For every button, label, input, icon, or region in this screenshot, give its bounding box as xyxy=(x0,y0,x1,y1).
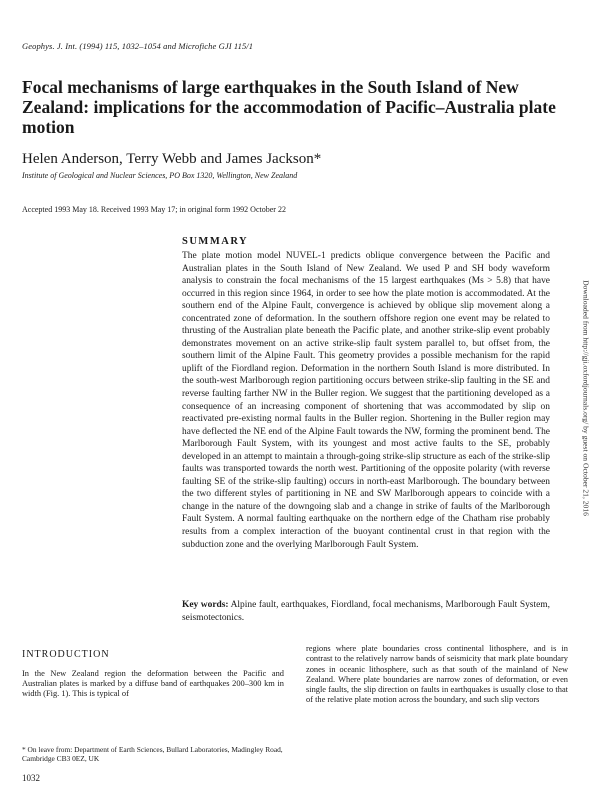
summary-heading: SUMMARY xyxy=(182,236,249,247)
footnote: * On leave from: Department of Earth Sciences, Bullard Laboratories, Madingley Road, Cambridge CB3 0EZ, UK xyxy=(22,745,283,764)
keywords xyxy=(182,599,550,624)
affiliation: Institute of Geological and Nuclear Sciences, PO Box 1320, Wellington, New Zealand xyxy=(22,171,298,180)
download-sidebar-note xyxy=(580,248,591,548)
keywords-label: Key words: xyxy=(182,600,229,610)
introduction-right-column: regions where plate boundaries cross continental lithosphere, and is in contrast to the relatively narrow bands of seismicity that mark plate boundary zones in oceanic lithosphere, such as that south of the mainland of New Zealand. Where plate boundaries are narrow zones of deformation, or even single faults, the slip direction on faults in earthquakes is usually close to that of the relative plate motion across the boundary, and such slip vectors xyxy=(306,644,568,705)
received-accepted-dates: Accepted 1993 May 18. Received 1993 May 17; in original form 1992 October 22 xyxy=(22,205,286,214)
introduction-left-column: In the New Zealand region the deformation between the Pacific and Australian plates is marked by a diffuse band of earthquakes 200–300 km in width (Fig. 1). This is typical of xyxy=(22,669,284,699)
author-list: Helen Anderson, Terry Webb and James Jackson* xyxy=(22,151,322,167)
keywords-text: Alpine fault, earthquakes, Fiordland, focal mechanisms, Marlborough Fault System, seismotectonics. xyxy=(182,600,550,623)
download-sidebar-text: Downloaded from http://gji.oxfordjournals.org/ by guest on October 21, 2016 xyxy=(581,280,590,516)
summary-text: The plate motion model NUVEL-1 predicts oblique convergence between the Pacific and Australian plates in the South Island of New Zealand. We used P and SH body waveform analysis to constrain the focal mechanisms of the 15 largest earthquakes (Ms > 5.8) that have occurred in this region since 1964, in order to see how the plate motion is accommodated. At the southern end of the Alpine Fault, convergence is achieved by oblique slip movement along a concentrated zone of deformation. In the southern offshore region one event may be related to thrusting of the Australian plate beneath the Pacific plate, and another strike-slip event probably demonstrates movement on an active strike-slip fault system parallel to, but offset from, the southern limit of the Alpine Fault. This geometry provides a possible mechanism for the rapid uplift of the Fiordland region. Deformation in the northern South Island is more distributed. In the south-west Marlborough region partitioning occurs between strike-slip faulting in the SE and reverse faulting farther NW in the Buller region. We suggest that the partitioning developed as a consequence of an increasing component of shortening that was accommodated by slip on reactivated pre-existing normal faults in the Buller region. Shortening in the Buller region may have deflected the NE end of the Alpine Fault towards the NW, forming the prominent bend. The Marlborough Fault System, with its youngest and most active faults to the SE, probably developed in an attempt to maintain a through-going strike-slip structure as each of the strike-slip faults was transported towards the north west. Partitioning of the opposite polarity (with reverse faulting SE of the strike-slip faulting) occurs in north-east Marlborough. The boundary between the two different styles of partitioning in NE and SW Marlborough appears to coincide with a change in the nature of the downgoing slab and a change in strike of faults of the Marlborough Fault System. A normal faulting earthquake on the northern edge of the Chatham rise probably results from a complex interaction of the buoyant continental crust in that region with the subduction zone and the overlying Marlborough Fault System. xyxy=(182,251,550,550)
page-number: 1032 xyxy=(22,773,40,783)
paper-title: Focal mechanisms of large earthquakes in the South Island of New Zealand: implications for the accommodation of Pacific–Australia plate motion xyxy=(22,77,556,137)
journal-header: Geophys. J. Int. (1994) 115, 1032–1054 and Microfiche GJI 115/1 xyxy=(22,41,254,51)
introduction-heading: INTRODUCTION xyxy=(22,649,110,660)
